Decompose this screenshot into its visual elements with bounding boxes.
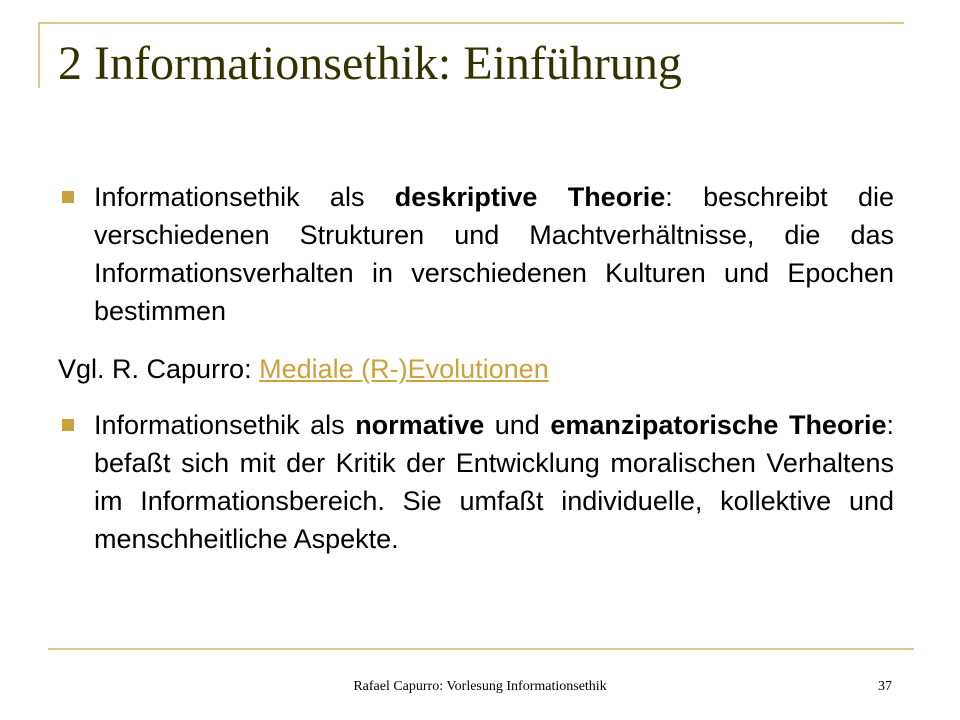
bullet-bold-text: deskriptive Theorie xyxy=(394,182,666,212)
reference-link[interactable]: Mediale (R-)Evolutionen xyxy=(259,354,549,384)
bullet-item-normative xyxy=(94,406,894,558)
bullet-body-text: : beschreibt die verschiedenen Strukturen und Machtverhältnisse, die das Informationsverhalten in verschiedenen Kulturen und Epochen bestimmen xyxy=(94,182,895,326)
bullet-bold-text: normative xyxy=(355,410,485,440)
bottom-rule xyxy=(48,648,914,650)
reference-line xyxy=(58,350,549,388)
bullet-square-icon xyxy=(62,191,74,203)
bullet-square-icon xyxy=(62,419,74,431)
bullet-bold-text-2: emanzipatorische Theorie xyxy=(550,410,887,440)
left-rule xyxy=(38,22,40,88)
bullet-item-descriptive xyxy=(94,178,894,330)
top-rule xyxy=(38,22,904,24)
bullet-middle-text: und xyxy=(484,410,551,440)
bullet-body-text: : befaßt sich mit der Kritik der Entwicklung moralischen Verhaltens im Informationsbereich. Sie umfaßt individuelle, kollektive und menschheitliche Aspekte. xyxy=(94,410,894,554)
bullet-lead-text: Informationsethik als xyxy=(94,182,395,212)
reference-prefix: Vgl. R. Capurro: xyxy=(58,354,260,384)
page-number: 37 xyxy=(878,679,892,694)
bullet-lead-text: Informationsethik als xyxy=(94,410,356,440)
footer-text: Rafael Capurro: Vorlesung Informationsethik xyxy=(353,679,607,694)
slide-title: 2 Informationsethik: Einführung xyxy=(58,37,682,90)
